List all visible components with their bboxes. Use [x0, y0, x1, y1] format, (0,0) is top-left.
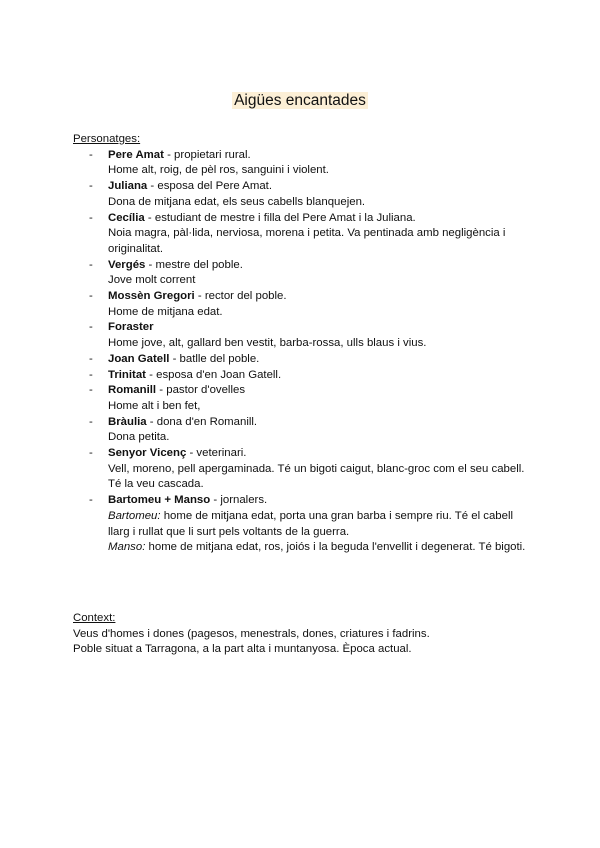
character-name: Juliana [108, 180, 148, 193]
characters-list [73, 148, 533, 556]
character-description: Noia magra, pàl·lida, nerviosa, morena i petita. Va pentinada amb negligència i originalitat. [108, 227, 506, 255]
character-item [73, 258, 533, 289]
character-subdescription [108, 540, 533, 556]
character-header [108, 415, 533, 431]
character-name: Vergés [108, 258, 146, 271]
character-name: Joan Gatell [108, 352, 170, 365]
character-item [73, 320, 533, 351]
character-header [108, 320, 533, 336]
character-header [108, 179, 533, 195]
character-header [108, 211, 533, 227]
character-item [73, 289, 533, 320]
character-name: Bartomeu + Manso [108, 494, 211, 507]
character-name: Romanill [108, 384, 157, 397]
character-item [73, 352, 533, 368]
character-description: Home de mitjana edat. [108, 305, 223, 318]
list-bullet: - [89, 211, 93, 224]
list-bullet: - [89, 415, 93, 428]
character-name: Bràulia [108, 415, 147, 428]
character-role: - veterinari. [186, 447, 247, 460]
character-name: Trinitat [108, 368, 146, 381]
character-item [73, 415, 533, 446]
character-description: Home alt, roig, de pèl ros, sanguini i violent. [108, 164, 329, 177]
characters-section [73, 132, 533, 556]
subcharacter-label: Manso: [108, 541, 146, 554]
character-description: Dona petita. [108, 431, 170, 444]
list-bullet: - [89, 258, 93, 271]
character-description: Home jove, alt, gallard ben vestit, barba-rossa, ulls blaus i vius. [108, 337, 427, 350]
character-item [73, 179, 533, 210]
character-header [108, 352, 533, 368]
list-bullet: - [89, 148, 93, 161]
character-header [108, 148, 533, 164]
character-role: - estudiant de mestre i filla del Pere Amat i la Juliana. [144, 211, 416, 224]
list-bullet: - [89, 447, 93, 460]
document-title [0, 90, 600, 112]
character-role: - rector del poble. [194, 290, 287, 303]
list-bullet: - [89, 290, 93, 303]
subcharacter-label: Bartomeu: [108, 509, 161, 522]
subcharacter-text: home de mitjana edat, ros, joiós i la beguda l'envellit i degenerat. Té bigoti. [145, 541, 526, 554]
character-name: Foraster [108, 321, 154, 334]
character-header [108, 289, 533, 305]
character-description: Jove molt corrent [108, 274, 196, 287]
context-line: Poble situat a Tarragona, a la part alta i muntanyosa. Època actual. [73, 643, 412, 656]
character-header [108, 258, 533, 274]
list-bullet: - [89, 494, 93, 507]
character-header [108, 446, 533, 462]
character-item [73, 148, 533, 179]
character-header [108, 383, 533, 399]
character-role: - esposa del Pere Amat. [147, 180, 272, 193]
character-role: - propietari rural. [163, 148, 251, 161]
list-bullet: - [89, 384, 93, 397]
character-item [73, 446, 533, 493]
subcharacter-text: home de mitjana edat, porta una gran barba i sempre riu. Té el cabell llarg i rullat que li surt pels voltants de la guerra. [108, 509, 514, 538]
character-name: Pere Amat [108, 148, 164, 161]
list-bullet: - [89, 352, 93, 365]
character-name: Mossèn Gregori [108, 290, 195, 303]
context-line: Veus d'homes i dones (pagesos, menestrals, dones, criatures i fadrins. [73, 627, 430, 640]
character-description: Dona de mitjana edat, els seus cabells blanquejen. [108, 195, 366, 208]
list-bullet: - [89, 368, 93, 381]
list-bullet: - [89, 321, 93, 334]
characters-heading: Personatges: [73, 133, 141, 145]
list-bullet: - [89, 180, 93, 193]
context-section [73, 611, 533, 658]
document-title-text: Aigües encantades [234, 92, 366, 109]
character-role: - esposa d'en Joan Gatell. [145, 368, 282, 381]
character-description: Home alt i ben fet, [108, 399, 201, 412]
character-item [73, 211, 533, 258]
character-header [108, 493, 533, 509]
character-header [108, 368, 533, 384]
character-description: Vell, moreno, pell apergaminada. Té un bigoti caigut, blanc-groc com el seu cabell. Té la veu cascada. [108, 462, 525, 491]
character-subdescription [108, 509, 533, 540]
character-item [73, 368, 533, 384]
character-role: - dona d'en Romanill. [146, 415, 258, 428]
character-name: Cecília [108, 211, 145, 224]
character-item [73, 383, 533, 414]
character-role: - pastor d'ovelles [156, 384, 246, 397]
character-name: Senyor Vicenç [108, 447, 187, 460]
character-role: - jornalers. [210, 494, 268, 507]
character-role: - mestre del poble. [145, 258, 243, 271]
character-role: - batlle del poble. [169, 352, 260, 365]
context-heading: Context: [73, 612, 116, 624]
character-item [73, 493, 533, 556]
